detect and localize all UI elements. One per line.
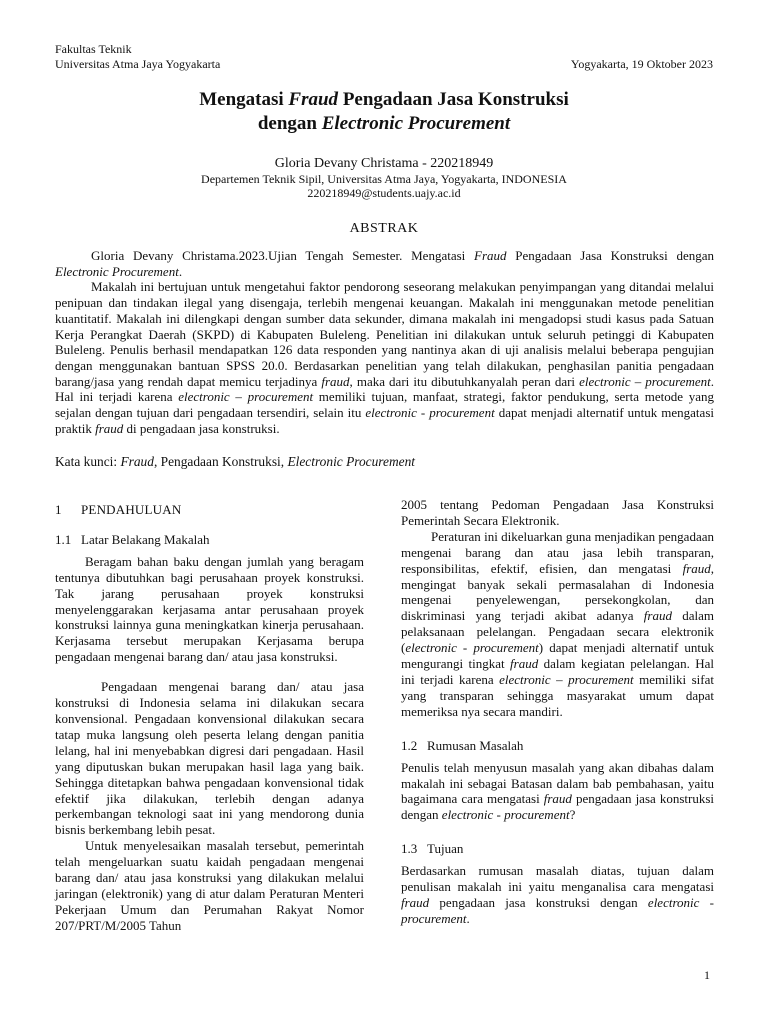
- abstract-body: [55, 248, 714, 436]
- keyword: Electronic Procurement: [287, 454, 415, 469]
- spacer: [401, 720, 714, 738]
- text: fraud: [401, 894, 430, 910]
- subsection-number: 1.2: [401, 737, 418, 753]
- keywords-label: Kata kunci:: [55, 454, 121, 469]
- paragraph: 2005 tentang Pedoman Pengadaan Jasa Konstruksi Pemerintah Secara Elektronik.: [401, 497, 714, 528]
- text: fraud: [682, 560, 711, 576]
- text: pengadaan jasa konstruksi dengan: [401, 791, 714, 823]
- text: electronic - procurement: [365, 405, 495, 421]
- abstract-heading: ABSTRAK: [349, 221, 419, 236]
- text: electronic – procurement: [178, 389, 314, 405]
- keywords: [55, 454, 415, 470]
- text: Penulis telah menyusun masalah yang akan dibahas dalam makalah ini sebagai Batasan dalam bab pembahasan, yaitu bagaimana cara mengatasi: [401, 759, 714, 807]
- abstract-citation: [55, 248, 714, 279]
- title-line-2: [0, 112, 768, 136]
- spacer: [55, 665, 364, 679]
- text: memiliki sifat yang transparan sehingga masyarakat umum dapat memeriksa nya secara mandiri.: [401, 671, 714, 719]
- keyword: Fraud: [120, 454, 154, 469]
- subsection-title: Latar Belakang Makalah: [81, 531, 210, 547]
- text: . Hal ini terjadi karena: [55, 373, 714, 405]
- faculty-name: Fakultas Teknik: [55, 42, 132, 56]
- text: ?: [569, 807, 576, 823]
- text: , maka dari itu dibutuhkanyalah peran dari: [349, 373, 580, 389]
- text: electronic - procurement: [401, 894, 714, 926]
- university-name: Universitas Atma Jaya Yogyakarta: [55, 57, 221, 71]
- text: Gloria Devany Christama.2023.Ujian Tengah Semester. Mengatasi: [91, 248, 474, 263]
- section-number: 1: [55, 502, 62, 517]
- text: Electronic Procurement: [55, 263, 179, 279]
- text: dapat menjadi alternatif untuk mengatasi praktik: [55, 405, 714, 436]
- title-italic: Fraud: [288, 89, 339, 110]
- author-affiliation: [0, 172, 768, 200]
- text: Berdasarkan rumusan masalah diatas, tujuan dalam penulisan makalah ini yaitu menganalisa cara mengatasi: [401, 863, 714, 895]
- author-name: Gloria Devany Christama - 220218949: [274, 156, 494, 171]
- text: memiliki tujuan, manfaat, strategi, faktor pendukung, serta metode yang sejalan dengan tujuan dari pengadaan tersendiri, selain itu: [55, 389, 714, 421]
- subsection-title: Rumusan Masalah: [427, 737, 524, 753]
- paragraph: Beragam bahan baku dengan jumlah yang beragam tentunya dibutuhkan bagi perusahaan proyek konstruksi. Tak jarang perusahaan proyek konstruksi menyelenggarakan kerjasama antar perusahaan proyek konstruksi lainnya guna meningkatkan kinerja perusahaan. Kerjasama tersebut merupakan Kerjasama berupa pengadaan mengenai barang dan/ atau jasa konstruksi.: [55, 553, 364, 665]
- subsection-heading: [55, 532, 364, 548]
- abstract-paragraph: [55, 279, 714, 436]
- text: dalam kegiatan pelelangan. Hal ini terjadi karena: [401, 656, 715, 687]
- subsection-title: Tujuan: [427, 841, 464, 857]
- text: fraud: [95, 420, 124, 436]
- text: Pengadaan Jasa Konstruksi dengan: [506, 248, 714, 263]
- text: electronic - procurement: [405, 640, 539, 656]
- header-date: Yogyakarta, 19 Oktober 2023: [570, 57, 713, 71]
- keyword: , Pengadaan Konstruksi,: [153, 454, 288, 469]
- text: electronic – procurement: [499, 671, 634, 687]
- email: 220218949@students.uajy.ac.id: [307, 186, 461, 200]
- paragraph: [401, 863, 714, 927]
- paragraph: [401, 760, 714, 824]
- spacer: [401, 823, 714, 841]
- text: pengadaan jasa konstruksi dengan: [429, 894, 648, 910]
- title-text: dengan: [257, 113, 322, 134]
- text: electronic - procurement: [441, 807, 570, 823]
- text: .: [178, 263, 183, 279]
- title-text: Pengadaan Jasa Konstruksi: [338, 89, 569, 110]
- subsection-heading: [401, 841, 714, 857]
- left-column: [55, 502, 364, 934]
- text: fraud: [643, 608, 672, 624]
- text: Makalah ini bertujuan untuk mengetahui faktor pendorong seseorang melakukan penyimpangan yang ditandai melalui penipuan dan tindakan ilegal yang disengaja, terlebih mengenai keuangan. Makalah ini menggunakan metode penelitian kuantitatif. Makalah ini dilengkapi dengan sumber data sekunder, dimana makalah ini mengadopsi studi kasus pada Satuan Kerja Perangkat Daerah (SKPD) di Kabupaten Buleleng. Penelitian ini dilakukan untuk seluruh petinggi di Kabupaten Buleleng. Penulis berhasil mendapatkan 126 data responden yang nantinya akan di uji analisis melalui beberapa pengujian dengan menggunakan bantuan SPSS 20.0. Berdasarkan penelitian yang telah dilakukan, penghasilan panitia pengadaan barang/jasa yang rendah dapat memicu terjadinya: [55, 279, 714, 389]
- text: fraud: [510, 656, 539, 672]
- subsection-heading: [401, 738, 714, 754]
- text: fraud: [543, 791, 572, 807]
- paper-title: [0, 88, 768, 136]
- subsection-number: 1.3: [401, 841, 418, 857]
- paragraph: [401, 529, 714, 720]
- text: electronic – procurement: [579, 373, 711, 389]
- department: Departemen Teknik Sipil, Universitas Atma Jaya, Yogyakarta, INDONESIA: [201, 172, 567, 186]
- text: Fraud: [474, 248, 507, 263]
- page-number: 1: [704, 968, 710, 982]
- paragraph: Untuk menyelesaikan masalah tersebut, pemerintah telah mengeluarkan suatu kaidah pengadaan mengenai barang dan/ atau jasa konstruksi yang dilakukan melalui jaringan (elektronik) yang di atur dalam Peraturan Menteri Pekerjaan Umum dan Perumahan Rakyat Nomor 207/PRT/M/2005 Tahun: [55, 838, 364, 933]
- text: ) dapat menjadi alternatif untuk mengurangi tingkat: [401, 640, 714, 672]
- paragraph: Pengadaan mengenai barang dan/ atau jasa konstruksi di Indonesia selama ini dilakukan secara konvensional. Pengadaan konvensional dilakukan secara tatap muka langsung oleh peserta lelang dengan panitia lelang, hal ini menyebabkan digresi dari pengadaan. Hasil yang diputuskan bukan merupakan hasil laga yang baik. Sehingga ditetapkan bahwa pengadaan konvensional tidak efektif jika dilakukan, terlebih dengan adanya perkembangan teknologi saat ini yang mendorong dunia bisnis berkembang lebih pesat.: [55, 679, 364, 838]
- header-institution: [55, 42, 220, 72]
- text: di pengadaan jasa konstruksi.: [123, 420, 280, 436]
- title-line-1: [0, 88, 768, 112]
- right-column: [401, 497, 714, 927]
- text: Peraturan ini dikeluarkan guna menjadikan pengadaan mengenai barang dan atau jasa lebih transparan, responsibilitas, efektif, efisien, dan mengatasi: [401, 528, 714, 576]
- title-text: Mengatasi: [199, 89, 289, 110]
- section-title: PENDAHULUAN: [81, 502, 182, 517]
- subsection-number: 1.1: [55, 531, 72, 547]
- text: , mengingat banyak sekali permasalahan di Indonesia mengenai penyelewengan, persekongkolan, dan diskriminasi yang terjadi akibat adanya: [401, 560, 714, 624]
- text: dalam pelaksanaan pelelangan. Pengadaan secara elektronik (: [401, 608, 715, 656]
- title-italic: Electronic Procurement: [321, 113, 511, 134]
- text: fraud: [321, 373, 350, 389]
- section-heading: [55, 502, 364, 518]
- text: .: [466, 910, 470, 926]
